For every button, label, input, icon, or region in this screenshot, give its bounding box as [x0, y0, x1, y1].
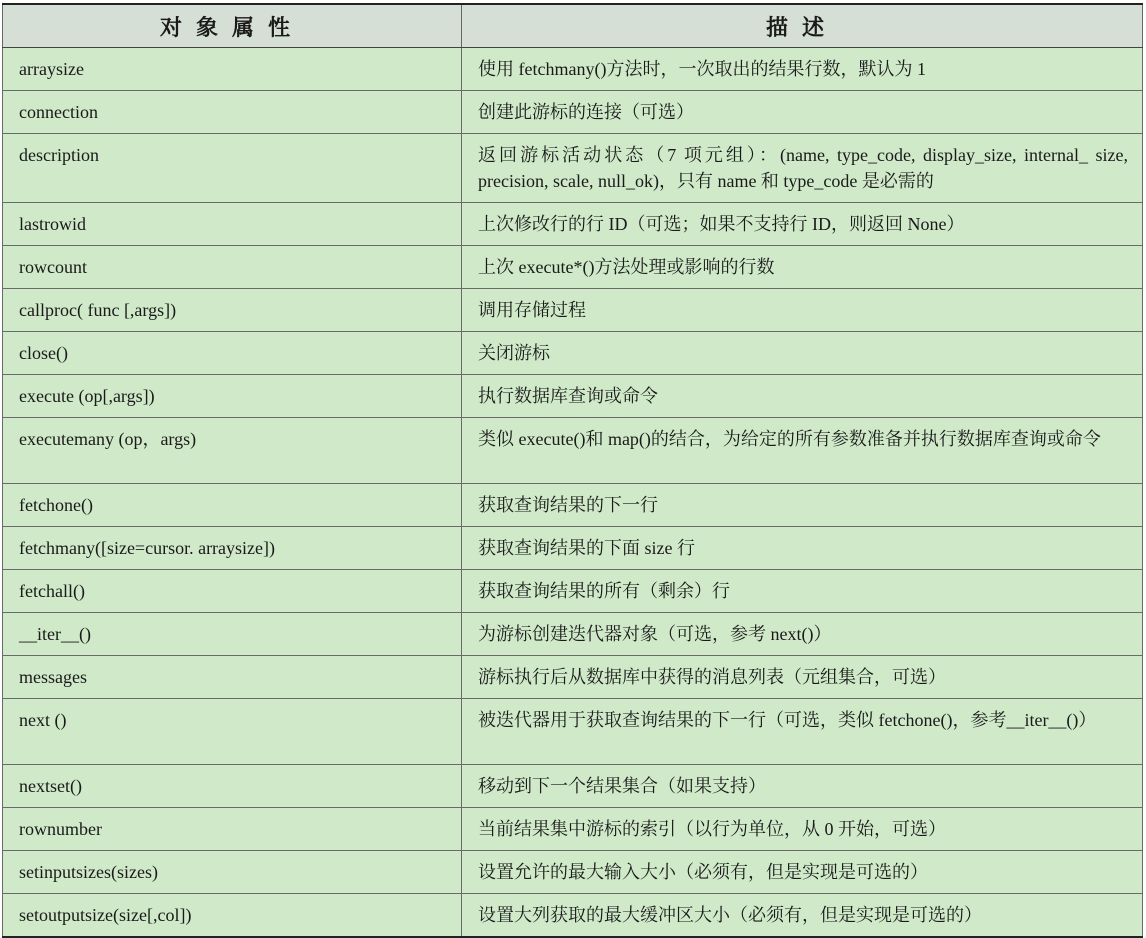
- table-row: [3, 375, 1143, 418]
- description-cell: 返回游标活动状态（7 项元组）：(name, type_code, display_size, internal_ size, precision, scale, null_ok)，只有 name 和 type_code 是必需的: [462, 134, 1143, 203]
- table-row: [3, 246, 1143, 289]
- table-row: [3, 765, 1143, 808]
- table-row: [3, 699, 1143, 765]
- attribute-cell: nextset(): [3, 765, 462, 808]
- description-cell: 设置大列获取的最大缓冲区大小（必须有，但是实现是可选的）: [462, 894, 1143, 938]
- header-row: [3, 4, 1143, 48]
- description-cell: 上次修改行的行 ID（可选；如果不支持行 ID，则返回 None）: [462, 203, 1143, 246]
- attribute-cell: setoutputsize(size[,col]): [3, 894, 462, 938]
- attribute-cell: lastrowid: [3, 203, 462, 246]
- header-description: 描述: [462, 4, 1143, 48]
- attribute-cell: next (): [3, 699, 462, 765]
- attribute-cell: setinputsizes(sizes): [3, 851, 462, 894]
- table-row: [3, 570, 1143, 613]
- description-cell: 获取查询结果的所有（剩余）行: [462, 570, 1143, 613]
- table-row: [3, 894, 1143, 938]
- table-row: [3, 484, 1143, 527]
- header-attribute: 对象属性: [3, 4, 462, 48]
- attribute-cell: execute (op[,args]): [3, 375, 462, 418]
- attribute-cell: callproc( func [,args]): [3, 289, 462, 332]
- attribute-cell: fetchone(): [3, 484, 462, 527]
- table-row: [3, 656, 1143, 699]
- description-cell: 创建此游标的连接（可选）: [462, 91, 1143, 134]
- table-row: [3, 289, 1143, 332]
- attribute-cell: __iter__(): [3, 613, 462, 656]
- table-row: [3, 418, 1143, 484]
- table-row: [3, 134, 1143, 203]
- description-cell: 使用 fetchmany()方法时，一次取出的结果行数，默认为 1: [462, 48, 1143, 91]
- table-row: [3, 203, 1143, 246]
- attribute-cell: description: [3, 134, 462, 203]
- description-cell: 游标执行后从数据库中获得的消息列表（元组集合，可选）: [462, 656, 1143, 699]
- description-cell: 为游标创建迭代器对象（可选，参考 next()）: [462, 613, 1143, 656]
- table-row: [3, 332, 1143, 375]
- attribute-cell: connection: [3, 91, 462, 134]
- attribute-cell: executemany (op，args): [3, 418, 462, 484]
- table-row: [3, 48, 1143, 91]
- attribute-cell: fetchall(): [3, 570, 462, 613]
- table-row: [3, 91, 1143, 134]
- description-cell: 获取查询结果的下一行: [462, 484, 1143, 527]
- description-cell: 移动到下一个结果集合（如果支持）: [462, 765, 1143, 808]
- table-row: [3, 851, 1143, 894]
- table-row: [3, 527, 1143, 570]
- attribute-cell: close(): [3, 332, 462, 375]
- attribute-cell: rowcount: [3, 246, 462, 289]
- attribute-cell: messages: [3, 656, 462, 699]
- description-cell: 当前结果集中游标的索引（以行为单位，从 0 开始，可选）: [462, 808, 1143, 851]
- description-cell: 设置允许的最大输入大小（必须有，但是实现是可选的）: [462, 851, 1143, 894]
- attribute-cell: fetchmany([size=cursor. arraysize]): [3, 527, 462, 570]
- description-cell: 上次 execute*()方法处理或影响的行数: [462, 246, 1143, 289]
- description-cell: 被迭代器用于获取查询结果的下一行（可选，类似 fetchone()，参考__iter__()）: [462, 699, 1143, 765]
- description-cell: 调用存储过程: [462, 289, 1143, 332]
- description-cell: 执行数据库查询或命令: [462, 375, 1143, 418]
- cursor-attributes-table: [2, 3, 1143, 938]
- attribute-cell: arraysize: [3, 48, 462, 91]
- description-cell: 获取查询结果的下面 size 行: [462, 527, 1143, 570]
- attribute-cell: rownumber: [3, 808, 462, 851]
- description-cell: 类似 execute()和 map()的结合，为给定的所有参数准备并执行数据库查询或命令: [462, 418, 1143, 484]
- table-row: [3, 613, 1143, 656]
- description-cell: 关闭游标: [462, 332, 1143, 375]
- table-row: [3, 808, 1143, 851]
